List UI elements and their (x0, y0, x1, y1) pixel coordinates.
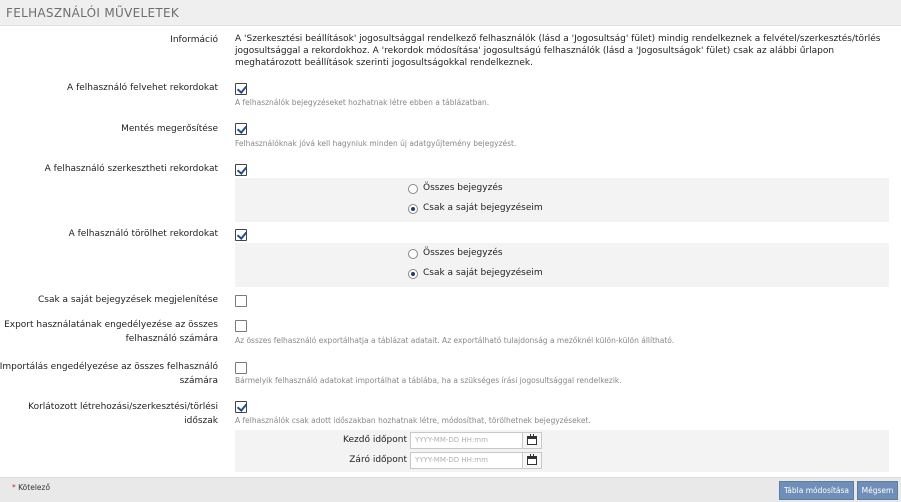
edit-all-label[interactable]: Összes bejegyzés (423, 183, 503, 193)
export-checkbox[interactable] (235, 320, 247, 332)
delete-all-label[interactable]: Összes bejegyzés (423, 248, 503, 258)
add-records-label: A felhasználó felvehet rekordokat (67, 83, 218, 93)
calendar-icon (527, 436, 537, 445)
confirm-save-label: Mentés megerősítése (121, 124, 218, 134)
own-entries-checkbox[interactable] (235, 295, 247, 307)
limited-period-label: Korlátozott létrehozási/szerkesztési/törlési időszak (28, 402, 218, 426)
limited-period-checkbox[interactable] (235, 401, 247, 413)
section-header (0, 0, 901, 26)
footer-bar (0, 477, 901, 502)
modify-table-button[interactable]: Tábla módosítása (779, 481, 854, 500)
start-date-label: Kezdő időpont (343, 435, 407, 445)
delete-own-label[interactable]: Csak a saját bejegyzéseim (423, 268, 543, 278)
info-text: A 'Szerkesztési beállítások' jogosultsággal rendelkező felhasználók (lásd a 'Jogosultság' fület) mindig rendelkeznek a felvétel/szerkesztés/törlés jogosultsággal a rekordokhoz. A 'rekordok módosítása' jogosultságú felhasználók (lásd a 'Jogosultságok' fület) csak az alábbi űrlapon meghatározott beállítások szerinti jogosultságokkal rendelkeznek. (235, 34, 881, 68)
delete-records-checkbox[interactable] (235, 229, 247, 241)
confirm-save-help: Felhasználóknak jóvá kell hagyniuk minden új adatgyűjtemény bejegyzést. (235, 139, 517, 148)
end-date-label: Záró időpont (349, 455, 407, 465)
edit-all-radio[interactable] (408, 184, 418, 194)
import-help: Bármelyik felhasználó adatokat importálhat a táblába, ha a szükséges írási jogosultsággal rendelkezik. (235, 376, 622, 385)
own-entries-label: Csak a saját bejegyzések megjelenítése (37, 295, 218, 305)
delete-all-radio[interactable] (408, 249, 418, 259)
date-range-group (235, 430, 889, 472)
required-note (12, 483, 50, 492)
start-date-input[interactable]: YYYY-MM-DD HH:mm (410, 432, 523, 449)
add-records-checkbox[interactable] (235, 83, 247, 95)
required-text: Kötelező (18, 483, 51, 492)
end-date-picker-button[interactable] (523, 452, 542, 469)
end-date-input[interactable]: YYYY-MM-DD HH:mm (410, 452, 523, 469)
info-label: Információ (170, 35, 218, 45)
cancel-button[interactable]: Mégsem (857, 481, 898, 500)
confirm-save-checkbox[interactable] (235, 123, 247, 135)
delete-scope-group (235, 243, 889, 287)
add-records-help: A felhasználók bejegyzéseket hozhatnak létre ebben a táblázatban. (235, 98, 490, 107)
delete-records-label: A felhasználó törölhet rekordokat (68, 229, 218, 239)
required-star: * (12, 483, 16, 492)
export-help: Az összes felhasználó exportálhatja a táblázat adatait. Az exportálható tulajdonság a mezőknél külön-külön állítható. (235, 336, 675, 345)
delete-own-radio[interactable] (408, 269, 418, 279)
start-date-picker-button[interactable] (523, 432, 542, 449)
import-checkbox[interactable] (235, 362, 247, 374)
edit-scope-group (235, 178, 889, 222)
edit-own-label[interactable]: Csak a saját bejegyzéseim (423, 203, 543, 213)
import-label: Importálás engedélyezése az összes felhasználó számára (0, 362, 218, 386)
edit-records-checkbox[interactable] (235, 164, 247, 176)
edit-records-label: A felhasználó szerkesztheti rekordokat (44, 164, 218, 174)
calendar-icon (527, 456, 537, 465)
export-label: Export használatának engedélyezése az összes felhasználó számára (4, 320, 218, 344)
limited-period-help: A felhasználók csak adott időszakban hozhatnak létre, módosíthat, törölhetnek bejegyzéseket. (235, 416, 591, 425)
section-title: FELHASZNÁLÓI MŰVELETEK (6, 6, 180, 20)
edit-own-radio[interactable] (408, 204, 418, 214)
